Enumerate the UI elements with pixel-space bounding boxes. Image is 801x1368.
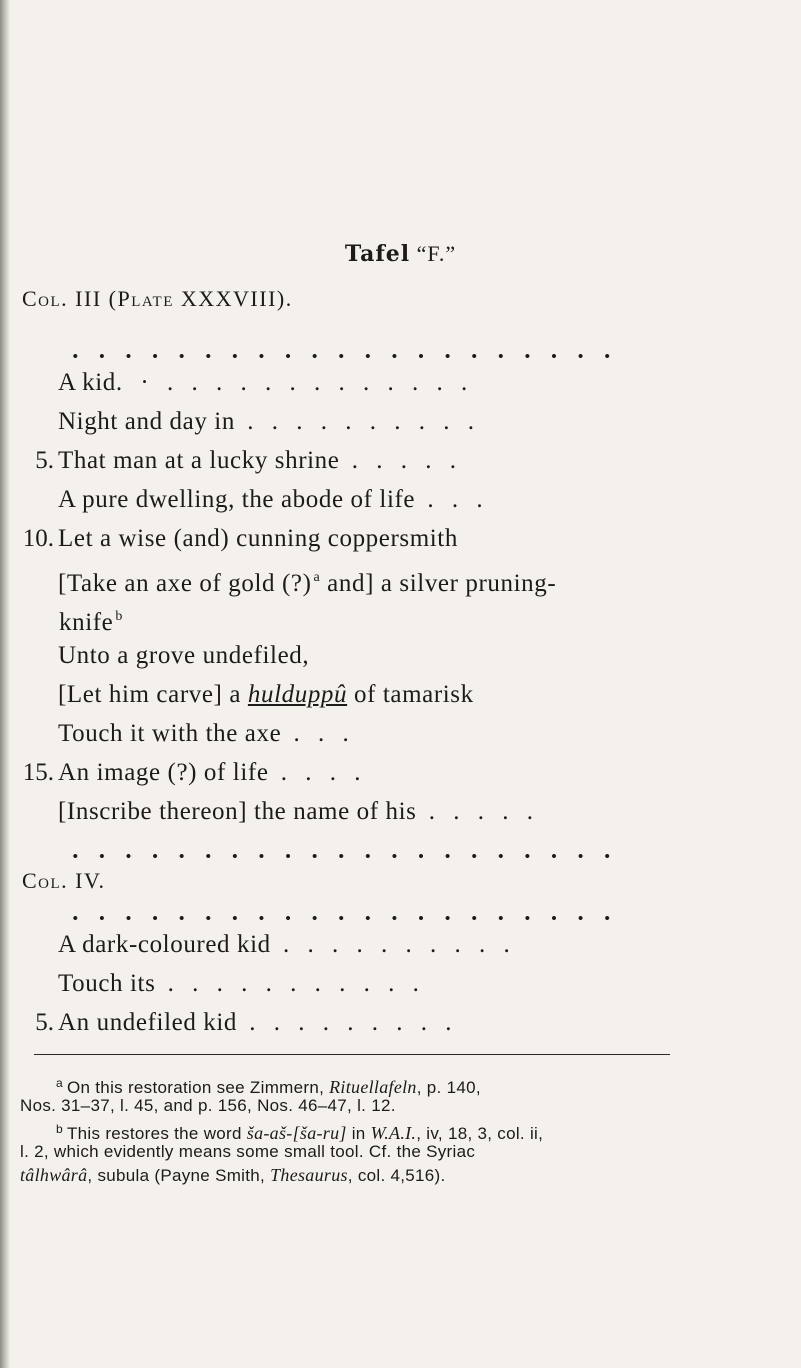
verse-line: [Take an axe of gold (?) $^a$ and] a silver pruning- xyxy=(58,570,557,597)
column-heading-iii: Col. III (Plate XXXVIII). xyxy=(22,286,293,311)
verse-line: [Let him carve] a hulduppû of tamarisk xyxy=(58,681,474,708)
verse-line: Let a wise (and) cunning coppersmith xyxy=(58,525,458,552)
verse-line: knife $^b$ xyxy=(59,609,123,636)
verse-line: Touch it with the axe . . . xyxy=(58,720,355,747)
verse-line: A kid. · . . . . . . . . . . . . . xyxy=(58,369,474,396)
column-heading-iv: Col. IV. xyxy=(22,868,106,893)
verse-line: An undefiled kid . . . . . . . . . xyxy=(58,1009,458,1036)
tablet-letter: “F.” xyxy=(416,241,457,266)
line-number: 10. xyxy=(22,525,54,552)
verse-line: That man at a lucky shrine . . . . . xyxy=(58,447,462,474)
lacuna-dots xyxy=(62,914,622,922)
footnote-ref-b: b xyxy=(115,609,123,624)
verse-line: Touch its . . . . . . . . . . . xyxy=(58,970,425,997)
running-header xyxy=(0,241,801,267)
footnote-ref-a: a xyxy=(313,570,321,585)
footnote-a-cont: Nos. 31–37, l. 45, and p. 156, Nos. 46–47, l. 12. xyxy=(20,1096,396,1115)
lacuna-dots xyxy=(62,852,622,860)
lacuna-dots xyxy=(62,352,622,360)
verse-line: Night and day in . . . . . . . . . . xyxy=(58,408,480,435)
verse-line: [Inscribe thereon] the name of his . . . . . xyxy=(58,798,539,825)
page-gutter-shadow xyxy=(0,0,10,1368)
line-number: 5. xyxy=(35,1009,54,1036)
verse-line: A dark-coloured kid . . . . . . . . . . xyxy=(58,931,516,958)
footnote-b-cont: l. 2, which evidently means some small tool. Cf. the Syriac xyxy=(20,1142,476,1161)
verse-line: Unto a grove undefiled, xyxy=(58,642,310,669)
tablet-word: Tafel xyxy=(344,241,411,267)
line-number: 15. xyxy=(22,759,54,786)
line-number: 5. xyxy=(35,447,54,474)
footnote-a: $^a$ On this restoration see Zimmern, Rituellafeln, p. 140, xyxy=(56,1076,481,1097)
verse-line: An image (?) of life . . . . xyxy=(58,759,367,786)
hulduppu-term: hulduppû xyxy=(247,681,348,708)
verse-line: A pure dwelling, the abode of life . . . xyxy=(58,486,489,513)
footnote-b-cont: tâlhwârâ, subula (Payne Smith, Thesaurus, col. 4,516). xyxy=(20,1165,446,1185)
footnote-rule xyxy=(34,1054,670,1055)
footnote-b: $^b$ This restores the word ša-aš-[ša-ru] in W.A.I., iv, 18, 3, col. ii, xyxy=(56,1122,544,1143)
